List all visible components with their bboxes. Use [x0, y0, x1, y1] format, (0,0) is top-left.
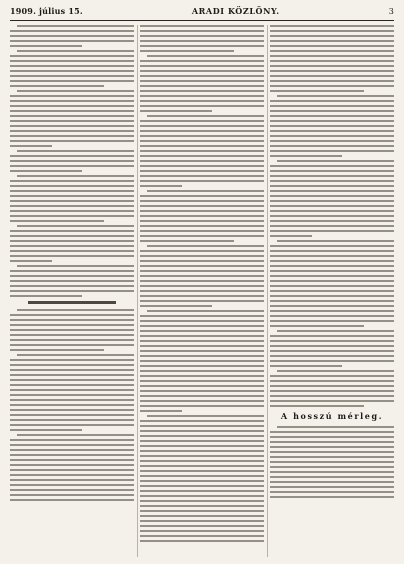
article-paragraph: [140, 415, 264, 542]
issue-date: 1909. július 15.: [10, 6, 83, 16]
article-paragraph: [270, 370, 394, 407]
article-paragraph: [140, 115, 264, 187]
article-paragraph: [10, 434, 134, 501]
section-heading: A hosszú mérleg.: [280, 411, 384, 421]
masthead: [10, 6, 394, 18]
column-middle: [140, 25, 264, 557]
article-paragraph: [140, 190, 264, 242]
article-paragraph: [140, 55, 264, 112]
article-paragraph: [10, 309, 134, 351]
article-paragraph: [270, 95, 394, 157]
article-paragraph: [270, 426, 394, 498]
article-paragraph: [10, 50, 134, 87]
article-paragraph: [270, 240, 394, 327]
article-paragraph: [140, 310, 264, 412]
newspaper-title: ARADI KÖZLÖNY.: [191, 6, 280, 16]
header-rule: [10, 20, 394, 21]
article-paragraph: [140, 25, 264, 52]
article-paragraph: [10, 150, 134, 172]
column-left: [10, 25, 134, 557]
article-paragraph: [270, 25, 394, 92]
article-paragraph: [10, 265, 134, 297]
article-paragraph: [10, 90, 134, 147]
article-paragraph: [270, 330, 394, 367]
article-paragraph: [10, 354, 134, 431]
article-paragraph: [10, 225, 134, 262]
article-paragraph: [270, 160, 394, 237]
text-columns: [10, 25, 394, 557]
article-paragraph: [140, 245, 264, 307]
page-number: 3: [388, 7, 394, 16]
section-heading-bar: [10, 301, 134, 304]
column-right: [270, 25, 394, 557]
article-paragraph: [10, 175, 134, 222]
article-paragraph: [10, 25, 134, 47]
